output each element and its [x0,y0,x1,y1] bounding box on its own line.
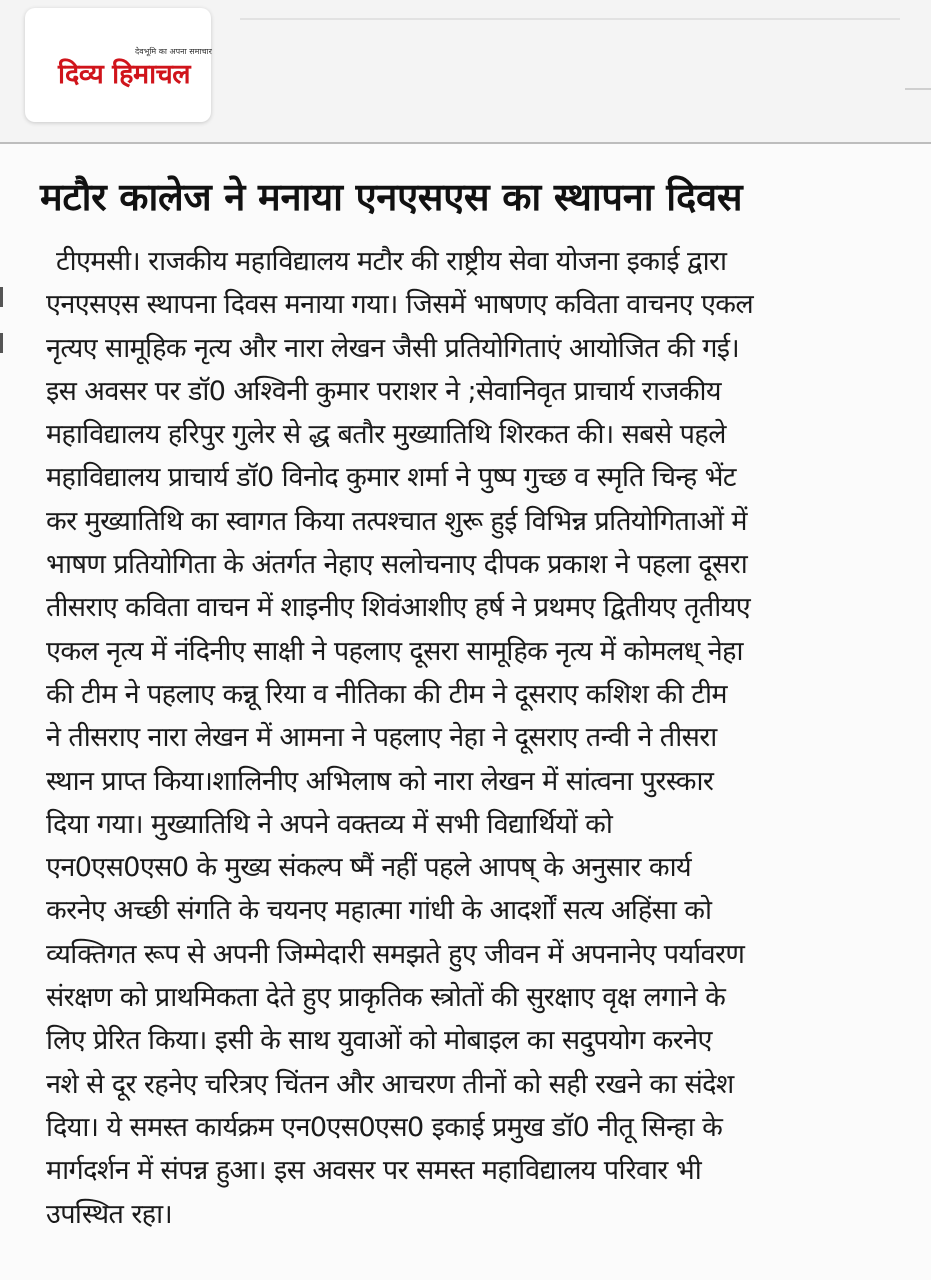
article-line: दिया। ये समस्त कार्यक्रम एन0एस0एस0 इकाई प्रमुख डॉ0 नीतू सिन्हा के [46,1111,723,1143]
article-line: स्थान प्राप्त किया।शालिनीए अभिलाष को नारा लेखन में सांत्वना पुरस्कार [46,765,714,797]
masthead-bar [0,0,931,144]
article-line: तीसराए कविता वाचन में शाइनीए शिवंआशीए हर्ष ने प्रथमए द्वितीयए तृतीयए [46,592,751,624]
article-line: मार्गदर्शन में संपन्न हुआ। इस अवसर पर समस्त महाविद्यालय परिवार भी [46,1155,702,1187]
article-line: टीएमसी। राजकीय महाविद्यालय मटौर की राष्ट्रीय सेवा योजना इकाई द्वारा [56,246,727,277]
article-line: नशे से दूर रहनेए चरित्रए चिंतन और आचरण तीनों को सही रखने का संदेश [46,1068,734,1100]
article-headline: मटौर कालेज ने मनाया एनएसएस का स्थापना दिवस [40,175,743,219]
article-line: नृत्यए सामूहिक नृत्य और नारा लेखन जैसी प्रतियोगिताएं आयोजित की गई। [46,332,740,364]
newspaper-logo: दिव्य हिमाचल [58,59,191,90]
divider [240,18,900,20]
article-line: एन0एस0एस0 के मुख्य संकल्प ष्मैं नहीं पहले आपष् के अनुसार कार्य [46,852,692,884]
logo-tagline: देवभूमि का अपना समाचार [135,47,212,56]
article-body [46,240,912,1236]
article-line: दिया गया। मुख्यातिथि ने अपने वक्तव्य में सभी विद्यार्थियों को [46,808,613,840]
article-line: महाविद्यालय हरिपुर गुलेर से द्ध बतौर मुख्यातिथि शिरकत की। सबसे पहले [46,419,726,451]
article-line: एनएसएस स्थापना दिवस मनाया गया। जिसमें भाषणए कविता वाचनए एकल [46,289,754,321]
article-line: उपस्थित रहा। [46,1198,173,1230]
article-line: संरक्षण को प्राथमिकता देते हुए प्राकृतिक स्त्रोतों की सुरक्षाए वृक्ष लगाने के [46,982,726,1014]
article-line: एकल नृत्य में नंदिनीए साक्षी ने पहलाए दूसरा सामूहिक नृत्य में कोमलध् नेहा [46,635,743,667]
margin-mark [0,333,3,353]
margin-mark [0,287,3,307]
article-line: इस अवसर पर डॉ0 अश्विनी कुमार पराशर ने ;सेवानिवृत प्राचार्य राजकीय [46,375,721,407]
article-line: करनेए अच्छी संगति के चयनए महात्मा गांधी के आदर्शों सत्य अहिंसा को [46,895,712,927]
article-line: व्यक्तिगत रूप से अपनी जिम्मेदारी समझते हुए जीवन में अपनानेए पर्यावरण [46,938,745,970]
article-line: की टीम ने पहलाए कन्नू रिया व नीतिका की टीम ने दूसराए कशिश की टीम [46,678,727,710]
article-line: ने तीसराए नारा लेखन में आमना ने पहलाए नेहा ने दूसराए तन्वी ने तीसरा [46,722,717,754]
article-line: लिए प्रेरित किया। इसी के साथ युवाओं को मोबाइल का सदुपयोग करनेए [46,1025,712,1057]
article-line: भाषण प्रतियोगिता के अंतर्गत नेहाए सलोचनाए दीपक प्रकाश ने पहला दूसरा [46,549,748,581]
divider [905,88,931,90]
article-line: महाविद्यालय प्राचार्य डॉ0 विनोद कुमार शर्मा ने पुष्प गुच्छ व स्मृति चिन्ह भेंट [46,462,736,494]
logo-card [25,8,211,122]
article-line: कर मुख्यातिथि का स्वागत किया तत्पश्चात शुरू हुई विभिन्न प्रतियोगिताओं में [46,505,747,537]
